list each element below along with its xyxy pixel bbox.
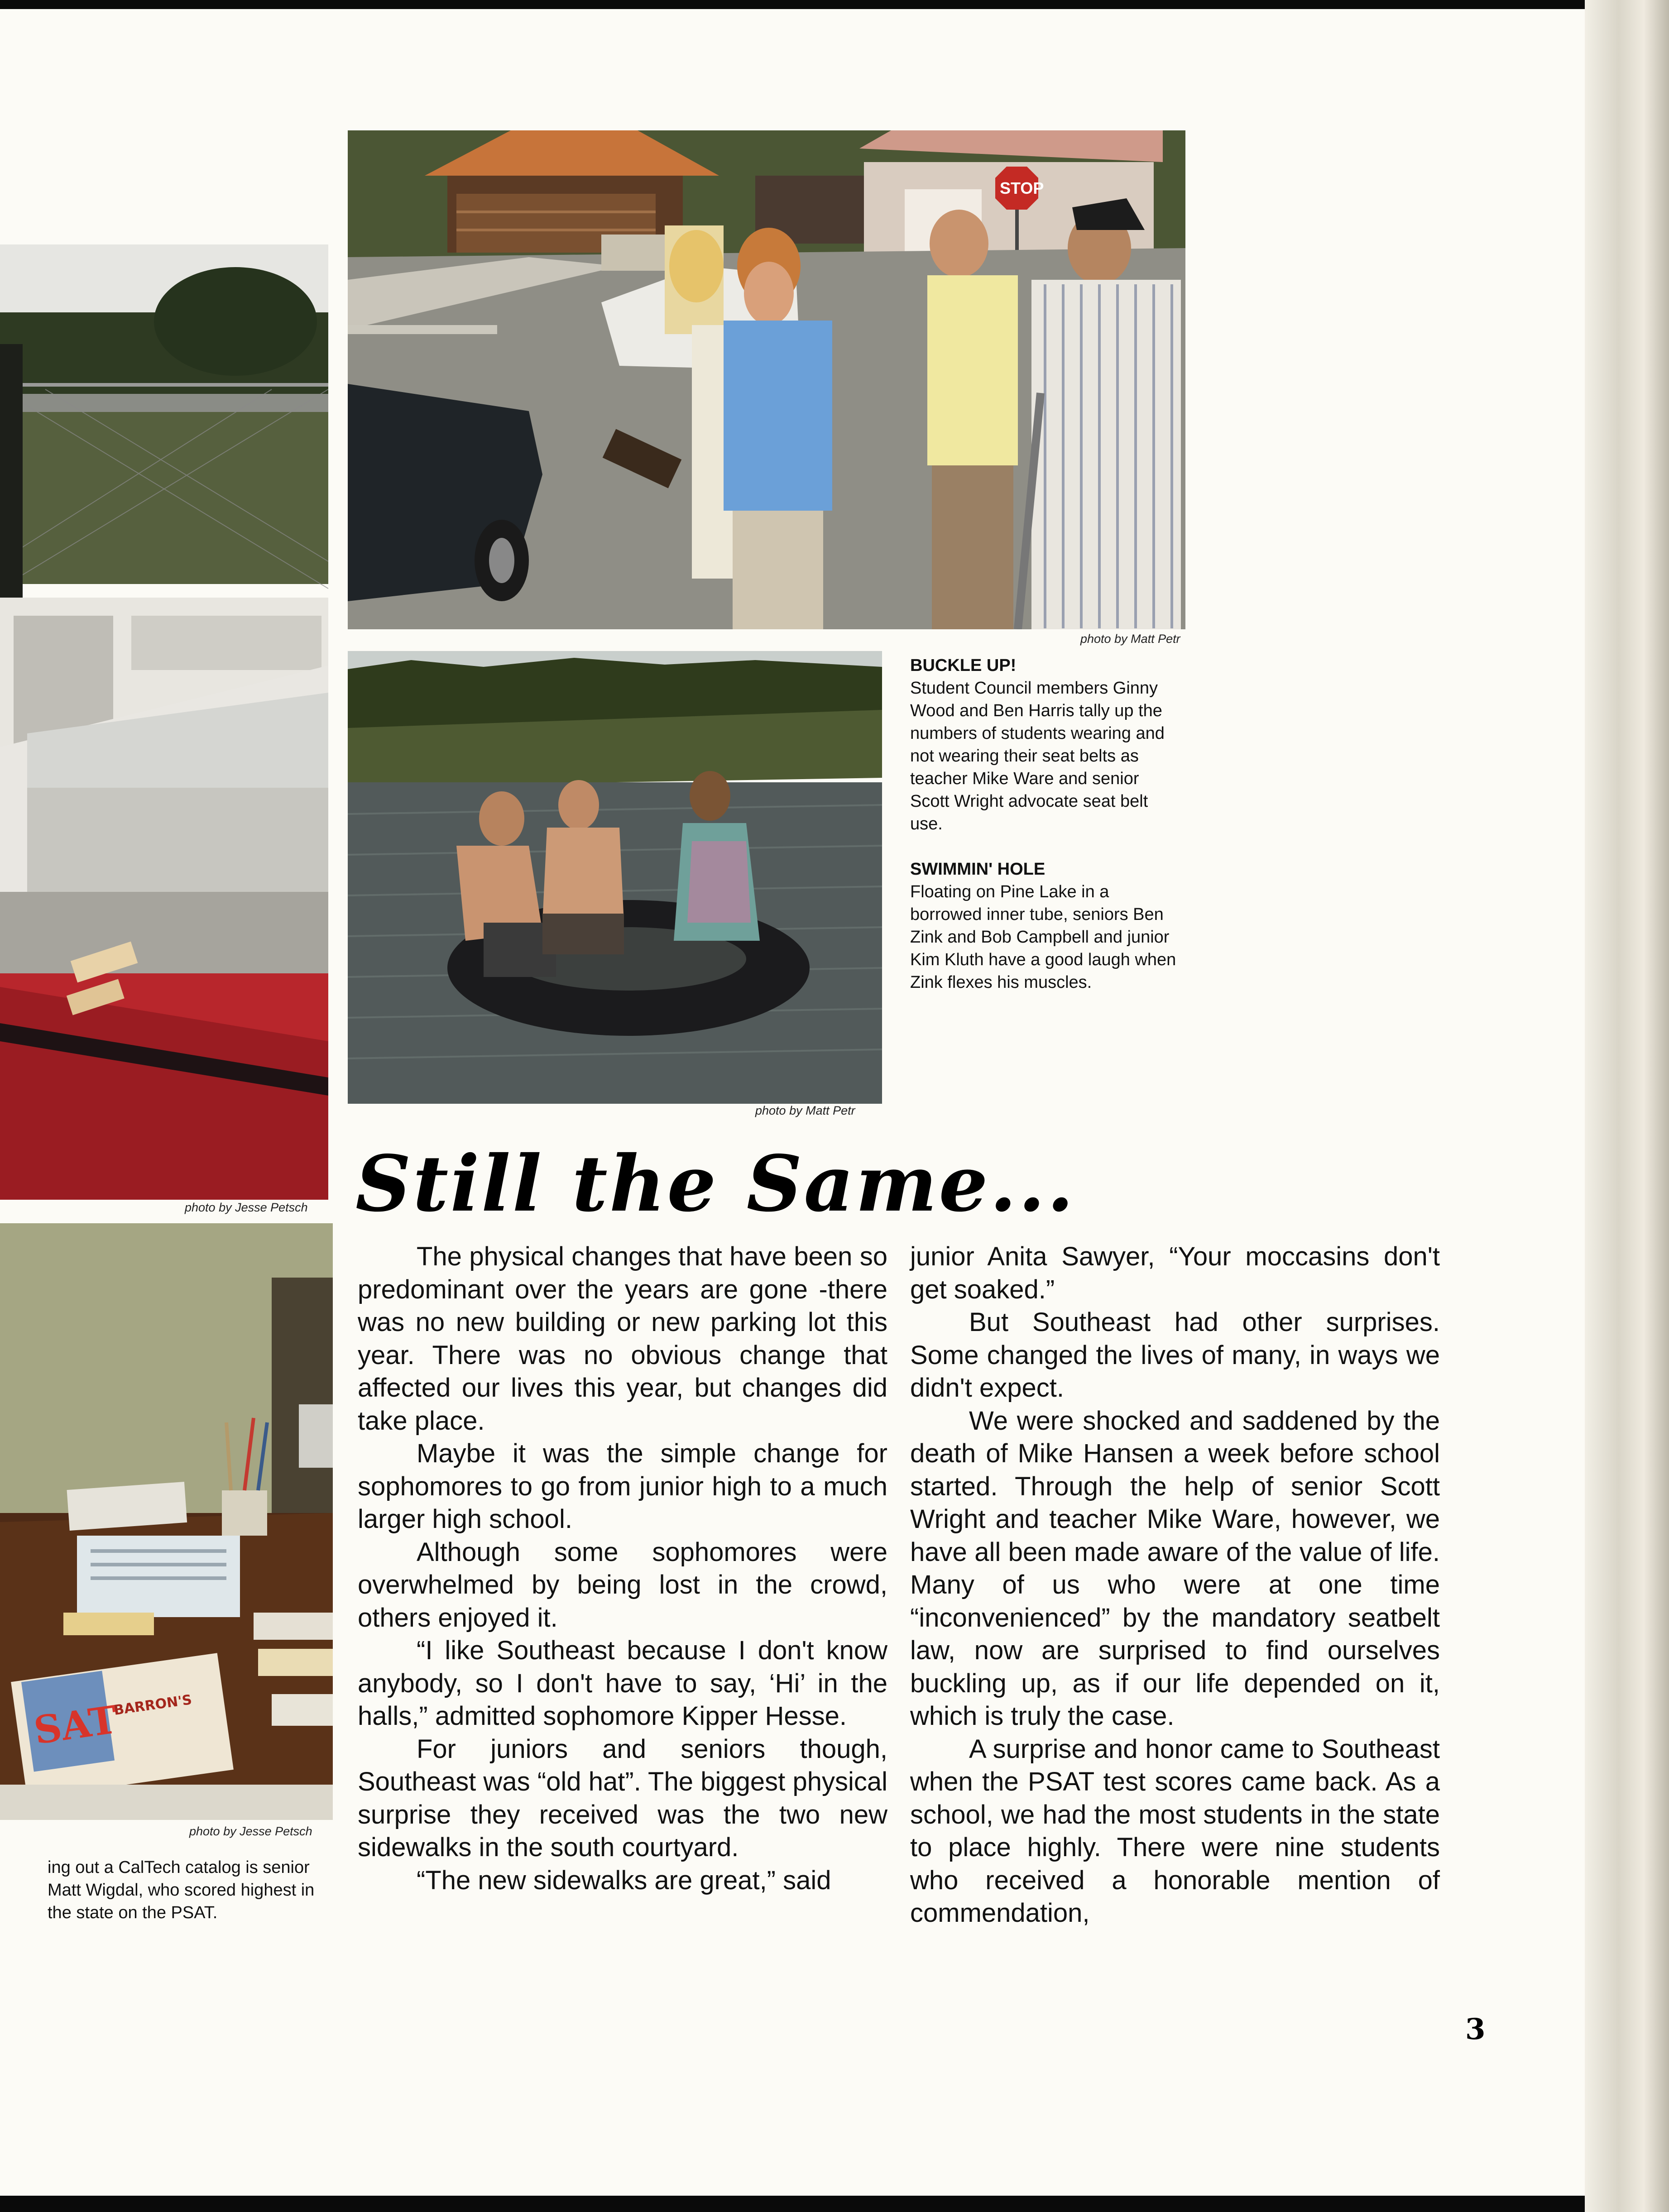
body-paragraph: “I like Southeast because I don't know anybody, so I don't have to say, ‘Hi’ in the halls,” admitted sophomore Kipper Hesse. bbox=[358, 1636, 887, 1731]
body-paragraph: Although some sophomores were overwhelmed by being lost in the crowd, others enjoyed it. bbox=[358, 1537, 887, 1633]
body-paragraph: But Southeast had other surprises. Some changed the lives of many, in ways we didn't expect. bbox=[910, 1307, 1440, 1403]
buckle-up-caption-text: Student Council members Ginny Wood and Ben Harris tally up the numbers of students wearing and not wearing their seat belts as teacher Mike Ware and senior Scott Wright advocate seat belt use. bbox=[910, 679, 1165, 833]
body-paragraph: A surprise and honor came to Southeast when the PSAT test scores came back. As a school, we had the most students in the state to place highly. There were nine students who received a honorable mention of commendation, bbox=[910, 1734, 1440, 1928]
book-brand-text: BARRON'S bbox=[113, 1692, 193, 1719]
page-number: 3 bbox=[1465, 2012, 1486, 2046]
swimmin-hole-caption-title: SWIMMIN' HOLE bbox=[910, 860, 1046, 879]
caltech-caption-text: ing out a CalTech catalog is senior Matt Wigdal, who scored highest in the state on the PSAT. bbox=[48, 1858, 315, 1922]
photo-credit-left-desk: photo by Jesse Petsch bbox=[189, 1824, 312, 1838]
body-column-1 bbox=[358, 1240, 887, 1897]
headline: Still the Same... bbox=[355, 1139, 1076, 1229]
body-paragraph-continued: junior Anita Sawyer, “Your moccasins don't get soaked.” bbox=[910, 1242, 1440, 1304]
body-paragraph: The physical changes that have been so predominant over the years are gone -there was no new building or new parking lot this year. There was no obvious change that affected our lives this year, but changes did take place. bbox=[358, 1242, 887, 1436]
yearbook-page bbox=[0, 9, 1621, 2196]
photo-credit-top: photo by Matt Petr bbox=[1080, 632, 1180, 646]
swimmin-hole-caption bbox=[910, 858, 1177, 994]
buckle-up-caption-title: BUCKLE UP! bbox=[910, 656, 1017, 675]
swimmin-hole-photo bbox=[348, 651, 882, 1104]
body-column-2 bbox=[910, 1240, 1440, 1930]
swimmin-hole-caption-text: Floating on Pine Lake in a borrowed inner tube, seniors Ben Zink and Bob Campbell and junior Kim Kluth have a good laugh when Zink flexes his muscles. bbox=[910, 882, 1176, 992]
body-paragraph: Maybe it was the simple change for sophomores to go from junior high to a much larger high school. bbox=[358, 1439, 887, 1534]
body-paragraph: For juniors and seniors though, Southeast was “old hat”. The biggest physical surprise they received was the two new sidewalks in the south courtyard. bbox=[358, 1734, 887, 1862]
body-paragraph: We were shocked and saddened by the death of Mike Hansen a week before school started. Through the help of senior Scott Wright and teacher Mike Ware, however, we have all been made aware of the value of life. Many of us who were at one time “inconvenienced” by the mandatory seatbelt law, now are surprised to find ourselves buckling up, as if our life depended on it, which is truly the case. bbox=[910, 1406, 1440, 1731]
parking-lot-photo bbox=[0, 244, 328, 1200]
caltech-caption bbox=[48, 1856, 319, 1924]
desk-photo bbox=[0, 1223, 333, 1820]
photo-credit-middle: photo by Matt Petr bbox=[755, 1104, 855, 1117]
stop-sign-text: STOP bbox=[1000, 179, 1044, 197]
buckle-up-caption bbox=[910, 654, 1177, 835]
page-edge bbox=[1585, 0, 1669, 2212]
sat-book-text: SAT bbox=[31, 1697, 120, 1753]
body-paragraph: “The new sidewalks are great,” said bbox=[417, 1865, 831, 1895]
buckle-up-photo bbox=[348, 130, 1185, 629]
photo-credit-left-car: photo by Jesse Petsch bbox=[185, 1201, 308, 1214]
